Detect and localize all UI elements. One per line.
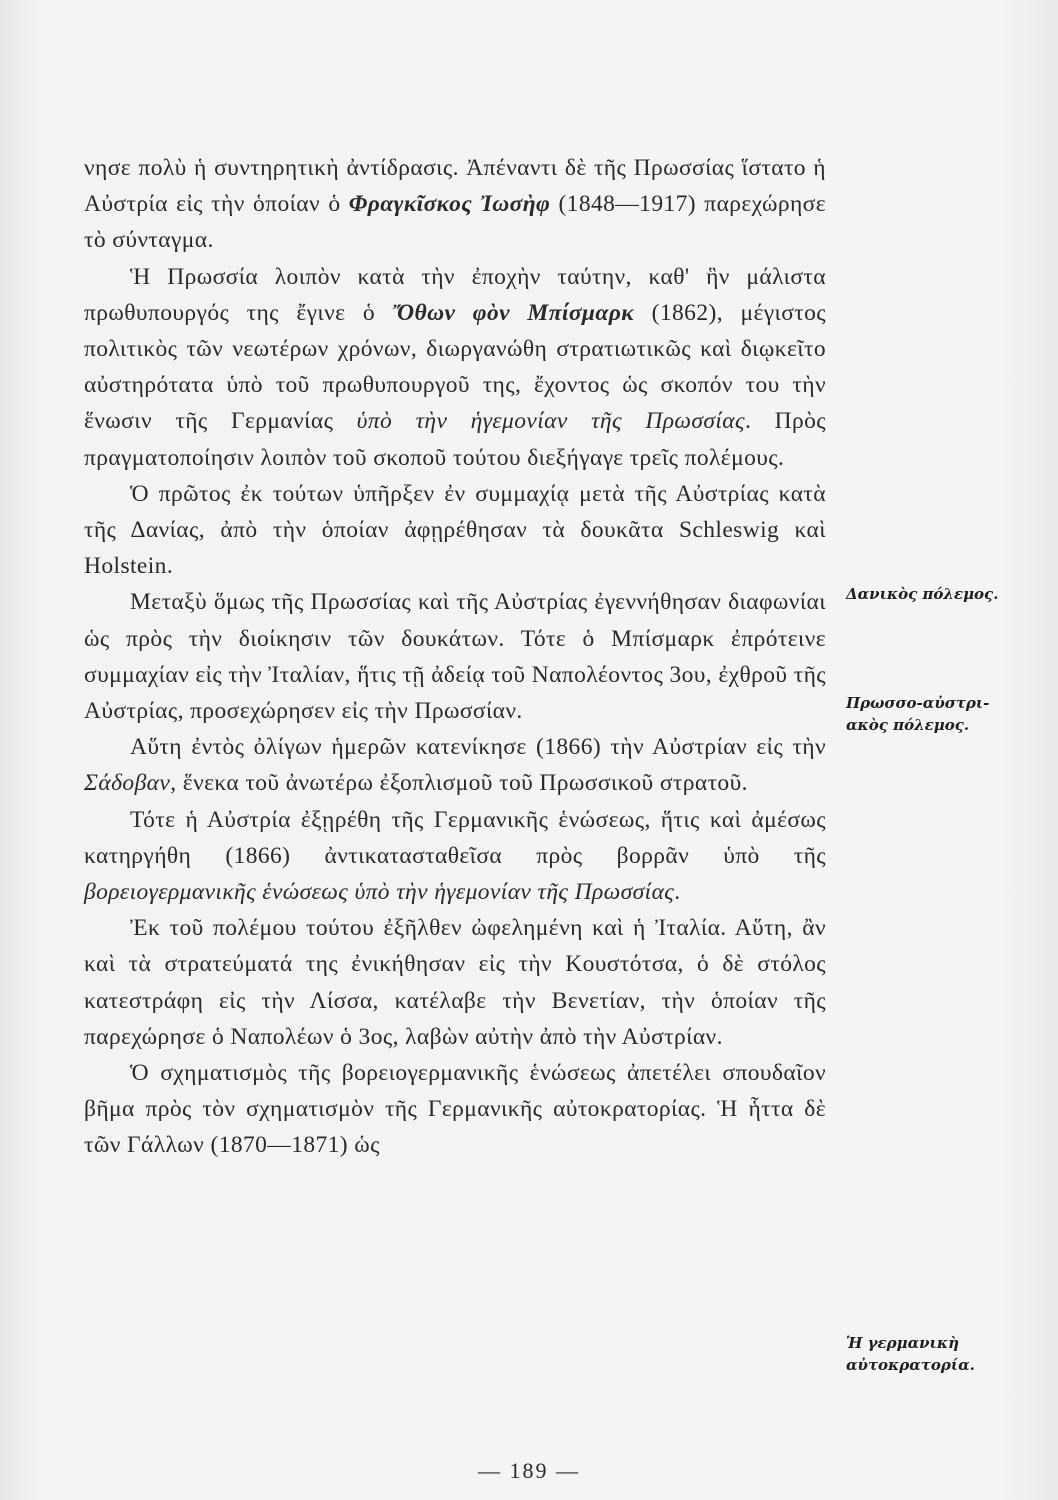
- paragraph: Ὁ πρῶτος ἐκ τούτων ὑπῆρξεν ἐν συμμαχίᾳ μετὰ τῆς Αὐστρίας κατὰ τῆς Δανίας, ἀπὸ τὴν ὁποίαν ἀφῃρέθησαν τὰ δουκᾶτα Schleswig καὶ Holstein.: [84, 480, 826, 580]
- paragraph: Μεταξὺ ὅμως τῆς Πρωσσίας καὶ τῆς Αὐστρίας ἐγεννήθησαν διαφωνίαι ὡς πρὸς τὴν διοίκησιν τῶν δουκάτων. Τότε ὁ Μπίσμαρκ ἐπρότεινε συμμαχίαν εἰς τὴν Ἰταλίαν, ἥτις τῇ ἀδείᾳ τοῦ Ναπολέοντος 3ου, ἐχθροῦ τῆς Αὐστρίας, προσεχώρησεν εἰς τὴν Πρωσσίαν.: [84, 589, 826, 725]
- body-text: [84, 150, 826, 1164]
- paragraph: Ἐκ τοῦ πολέμου τούτου ἐξῆλθεν ὠφελημένη καὶ ἡ Ἰταλία. Αὕτη, ἂν καὶ τὰ στρατεύματά της ἐνικήθησαν εἰς τὴν Κουστότσα, ὁ δὲ στόλος κατεστράφη εἰς τὴν Λίσσα, κατέλαβε τὴν Βενετίαν, τὴν ὁποίαν τῆς παρεχώρησε ὁ Ναπολέων ὁ 3ος, λαβὼν αὐτὴν ἀπὸ τὴν Αὐστρίαν.: [84, 915, 826, 1050]
- page-number: — 189 —: [478, 1458, 580, 1483]
- margin-note-austro-prussian-war: Πρωσσο-αὐστρι- ακὸς πόλεμος.: [846, 694, 990, 734]
- paragraph: Ὁ σχηματισμὸς τῆς βορειογερμανικῆς ἑνώσεως ἀπετέλει σπουδαῖον βῆμα πρὸς τὸν σχηματισμὸν τῆς Γερμανικῆς αὐτοκρατορίας. Ἡ ἧττα δὲ τῶν Γάλλων (1870—1871) ὡς: [84, 1060, 826, 1159]
- margin-note-german-empire: Ἡ γερμανικὴ αὐτοκρατορία.: [846, 1334, 975, 1374]
- paragraph: Ἡ Πρωσσία λοιπὸν κατὰ τὴν ἐποχὴν ταύτην, καθ' ἣν μάλιστα πρωθυπουργός της ἔγινε ὁ Ὄθων φὸν Μπίσμαρκ (1862), μέγιστος πολιτικὸς τῶν νεωτέρων χρόνων, διωργανώθη στρατιωτικῶς καὶ διῳκεῖτο αὐστηρότατα ὑπὸ τοῦ πρωθυπουργοῦ της, ἔχοντος ὡς σκοπόν του τὴν ἕνωσιν τῆς Γερμανίας ὑπὸ τὴν ἡγεμονίαν τῆς Πρωσσίας. Πρὸς πραγματοποίησιν λοιπὸν τοῦ σκοποῦ τούτου διεξήγαγε τρεῖς πολέμους.: [84, 263, 826, 471]
- margin-note-danish-war: Δανικὸς πόλεμος.: [846, 585, 999, 603]
- paragraph: νησε πολὺ ἡ συντηρητικὴ ἀντίδρασις. Ἀπέναντι δὲ τῆς Πρωσσίας ἵστατο ἡ Αὐστρία εἰς τὴν ὁποίαν ὁ Φραγκῖσκος Ἰωσὴφ (1848—1917) παρεχώρησε τὸ σύνταγμα.: [84, 155, 827, 254]
- paragraph: Αὕτη ἐντὸς ὀλίγων ἡμερῶν κατενίκησε (1866) τὴν Αὐστρίαν εἰς τὴν Σάδοβαν, ἕνεκα τοῦ ἀνωτέρω ἐξοπλισμοῦ τοῦ Πρωσσικοῦ στρατοῦ.: [84, 734, 826, 797]
- paragraph: Τότε ἡ Αὐστρία ἐξῃρέθη τῆς Γερμανικῆς ἑνώσεως, ἥτις καὶ ἀμέσως κατηργήθη (1866) ἀντικατασταθεῖσα πρὸς βορρᾶν ὑπὸ τῆς βορειογερμανικῆς ἑνώσεως ὑπὸ τὴν ἡγεμονίαν τῆς Πρωσσίας.: [84, 806, 826, 906]
